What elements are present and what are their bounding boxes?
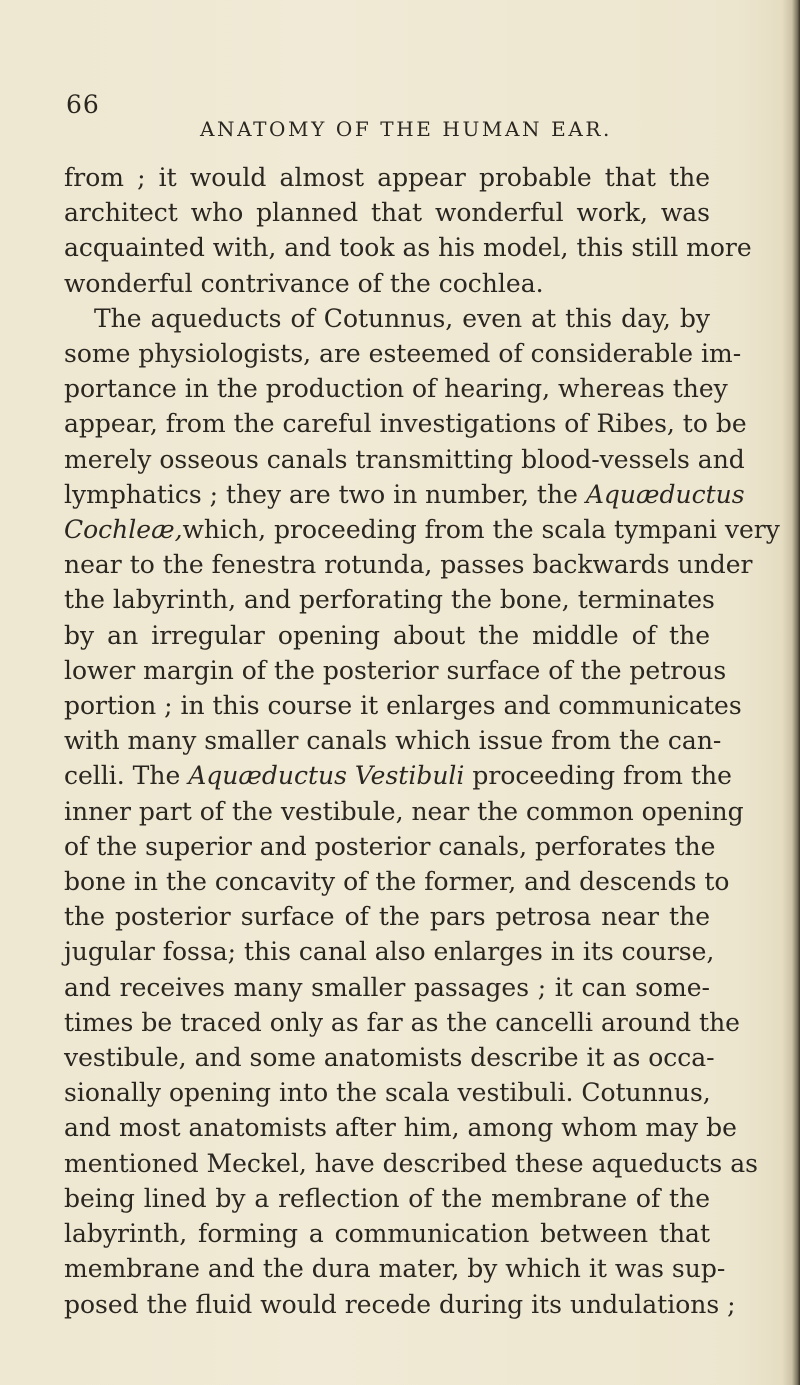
text-line: appear, from the careful investigations of Ribes, to be — [64, 409, 747, 439]
text-segment: which, proceeding from the scala tympani very — [182, 515, 780, 545]
text-segment: proceeding from the — [464, 761, 732, 791]
text-line: and most anatomists after him, among whom may be — [64, 1113, 737, 1143]
text-line: being lined by a reflection of the membrane of the — [64, 1183, 710, 1213]
text-line: sionally opening into the scala vestibuli. Cotunnus, — [64, 1078, 711, 1108]
text-segment: celli. The — [64, 761, 189, 791]
text-line: posed the fluid would recede during its undulations ; — [64, 1289, 736, 1319]
text-line: merely osseous canals transmitting blood-vessels and — [64, 444, 745, 474]
text-line: mentioned Meckel, have described these aqueducts as — [64, 1148, 758, 1178]
italic-term: Cochleæ, — [64, 515, 183, 545]
text-line: times be traced only as far as the cancelli around the — [64, 1007, 740, 1037]
text-line: the posterior surface of the pars petrosa near the — [64, 902, 710, 932]
text-line: and receives many smaller passages ; it can some- — [64, 972, 710, 1002]
text-line: jugular fossa; this canal also enlarges in its course, — [64, 937, 715, 967]
text-line: from ; it would almost appear probable that the — [64, 163, 710, 192]
text-line: The aqueducts of Cotunnus, even at this day, by — [94, 303, 710, 333]
body-text — [64, 160, 780, 1322]
italic-term: Aquæductus — [585, 479, 745, 509]
text-line: of the superior and posterior canals, perforates the — [64, 831, 716, 861]
text-line — [64, 512, 780, 547]
text-line: portance in the production of hearing, whereas they — [64, 374, 728, 404]
italic-term: Aquæductus Vestibuli — [188, 761, 465, 791]
text-line: acquainted with, and took as his model, this still more — [64, 233, 752, 263]
text-line: the labyrinth, and perforating the bone, terminates — [64, 585, 715, 615]
text-line — [64, 758, 732, 793]
text-line: near to the fenestra rotunda, passes backwards under — [64, 550, 753, 580]
text-line: with many smaller canals which issue from the can- — [64, 726, 722, 756]
text-line: architect who planned that wonderful work, was — [64, 198, 710, 228]
text-line: inner part of the vestibule, near the common opening — [64, 796, 744, 826]
text-line: bone in the concavity of the former, and descends to — [64, 867, 730, 897]
text-line: by an irregular opening about the middle of the — [64, 620, 710, 650]
text-line — [64, 477, 745, 512]
running-head: ANATOMY OF THE HUMAN EAR. — [200, 117, 612, 141]
text-line: lower margin of the posterior surface of the petrous — [64, 655, 727, 685]
text-line: portion ; in this course it enlarges and communicates — [64, 691, 742, 721]
text-line: membrane and the dura mater, by which it was sup- — [64, 1254, 726, 1284]
text-segment: lymphatics ; they are two in number, the — [64, 479, 586, 509]
page-edge-shadow — [782, 0, 800, 1385]
text-line: wonderful contrivance of the cochlea. — [64, 268, 544, 298]
text-line: some physiologists, are esteemed of considerable im- — [64, 339, 742, 369]
text-line: vestibule, and some anatomists describe it as occa- — [64, 1043, 715, 1073]
text-line: labyrinth, forming a communication between that — [64, 1219, 710, 1249]
page-number: 66 — [66, 90, 100, 119]
